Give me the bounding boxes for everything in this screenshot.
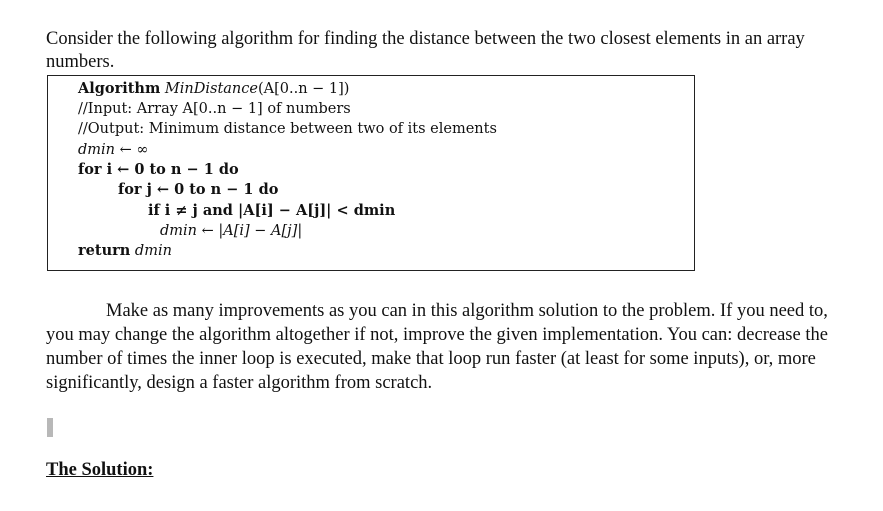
output-comment: //Output: Minimum distance between two of its elements (78, 121, 497, 137)
text-cursor (47, 418, 53, 437)
inner-loop-line: for j ← 0 to n − 1 do (118, 181, 279, 198)
init-line: dmin ← ∞ (78, 142, 149, 158)
question-intro: Consider the following algorithm for finding the distance between the two closest elements in an array numbers. (46, 29, 805, 72)
algorithm-params: (A[0..n − 1]) (257, 81, 350, 97)
algorithm-name: MinDistance (164, 81, 258, 97)
return-value: dmin (134, 243, 172, 259)
return-keyword: return (78, 242, 131, 259)
algorithm-box (47, 75, 695, 271)
algorithm-keyword: Algorithm (78, 80, 161, 97)
assignment-line: dmin ← |A[i] − A[j]| (160, 223, 303, 239)
input-comment: //Input: Array A[0..n − 1] of numbers (78, 101, 351, 117)
solution-heading: The Solution: (46, 460, 154, 480)
instructions-paragraph: Make as many improvements as you can in this algorithm solution to the problem. If you need to, you may change the algorithm altogether if not, improve the given implementation. You can: decrease the number of times the inner loop is executed, make that loop run faster (at least for some inputs), or, more significantly, design a faster algorithm from scratch. (46, 301, 828, 393)
return-line (78, 241, 172, 261)
outer-loop-line: for i ← 0 to n − 1 do (78, 161, 239, 178)
algorithm-header (78, 79, 349, 99)
condition-line: if i ≠ j and |A[i] − A[j]| < dmin (148, 202, 396, 219)
